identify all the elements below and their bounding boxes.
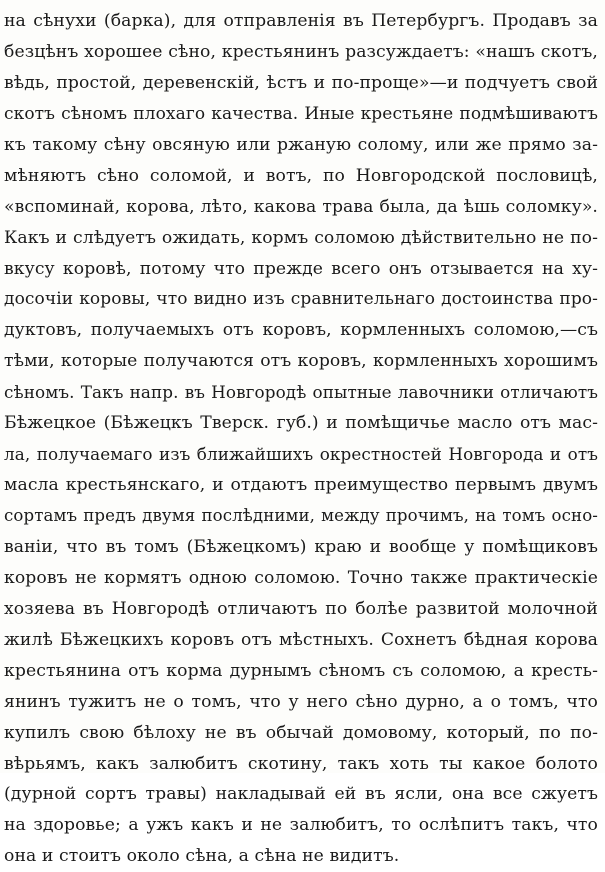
text-line: ла, получаемаго изъ ближайшихъ окрестностей Новгорода и отъ [4, 444, 598, 465]
text-line: досочіи коровы, что видно изъ сравнительнаго достоинства про- [4, 289, 598, 310]
text-line: вѣрьямъ, какъ залюбитъ скотину, такъ хоть ты какое болото [4, 753, 598, 774]
text-line: вкусу коровѣ, потому что прежде всего онъ отзывается на ху- [4, 258, 598, 279]
text-line: ваніи, что въ томъ (Бѣжецкомъ) краю и вообще у помѣщиковъ [4, 536, 598, 557]
text-line: янинъ тужитъ не о томъ, что у него сѣно дурно, а о томъ, что [4, 691, 598, 712]
text-line: дуктовъ, получаемыхъ отъ коровъ, кормленныхъ соломою,—съ [4, 320, 598, 341]
text-line: на здоровье; а ужъ какъ и не залюбитъ, то ослѣпитъ такъ, что [4, 815, 598, 836]
text-line: на сѣнухи (барка), для отправленія въ Петербургъ. Продавъ за [4, 11, 598, 31]
text-line: Какъ и слѣдуетъ ожидать, кормъ соломою дѣйствительно не по- [4, 227, 598, 248]
text-line: коровъ не кормятъ одною соломою. Точно также практическіе [4, 567, 598, 588]
text-line: скотъ сѣномъ плохаго качества. Иные крестьяне подмѣшиваютъ [4, 103, 598, 124]
body-text [4, 6, 598, 872]
text-line: (дурной сортъ травы) накладывай ей въ ясли, она все сжуетъ [4, 784, 598, 805]
text-line: жилѣ Бѣжецкихъ коровъ отъ мѣстныхъ. Сохнетъ бѣдная корова [4, 629, 598, 650]
text-line: сортамъ предъ двумя послѣдними, между прочимъ, на томъ осно- [4, 506, 598, 525]
text-line: она и стоитъ около сѣна, а сѣна не видитъ. [4, 846, 400, 867]
text-line: вѣдь, простой, деревенскій, ѣстъ и по-проще»—и подчуетъ свой [4, 72, 598, 93]
text-line: Бѣжецкое (Бѣжецкъ Тверск. губ.) и помѣщичье масло отъ мас- [4, 413, 598, 434]
text-line: сѣномъ. Такъ напр. въ Новгородѣ опытные лавочники отличаютъ [4, 382, 598, 403]
text-line: купилъ свою бѣлоху не въ обычай домовому, который, по по- [4, 722, 598, 743]
text-line: «вспоминай, корова, лѣто, какова трава была, да ѣшь соломку». [4, 196, 598, 217]
text-line: крестьянина отъ корма дурнымъ сѣномъ съ соломою, а кресть- [4, 660, 598, 681]
text-line: хозяева въ Новгородѣ отличаютъ по болѣе развитой молочной [4, 598, 598, 619]
text-line: тѣми, которые получаются отъ коровъ, кормленныхъ хорошимъ [4, 351, 598, 372]
text-line: масла крестьянскаго, и отдаютъ преимущество первымъ двумъ [4, 475, 598, 496]
text-line: мѣняютъ сѣно соломой, и вотъ, по Новгородской пословицѣ, [4, 165, 598, 186]
text-line: безцѣнъ хорошее сѣно, крестьянинъ разсуждаетъ: «нашъ скотъ, [4, 41, 598, 62]
text-line: къ такому сѣну овсяную или ржаную солому, или же прямо за- [4, 134, 598, 155]
